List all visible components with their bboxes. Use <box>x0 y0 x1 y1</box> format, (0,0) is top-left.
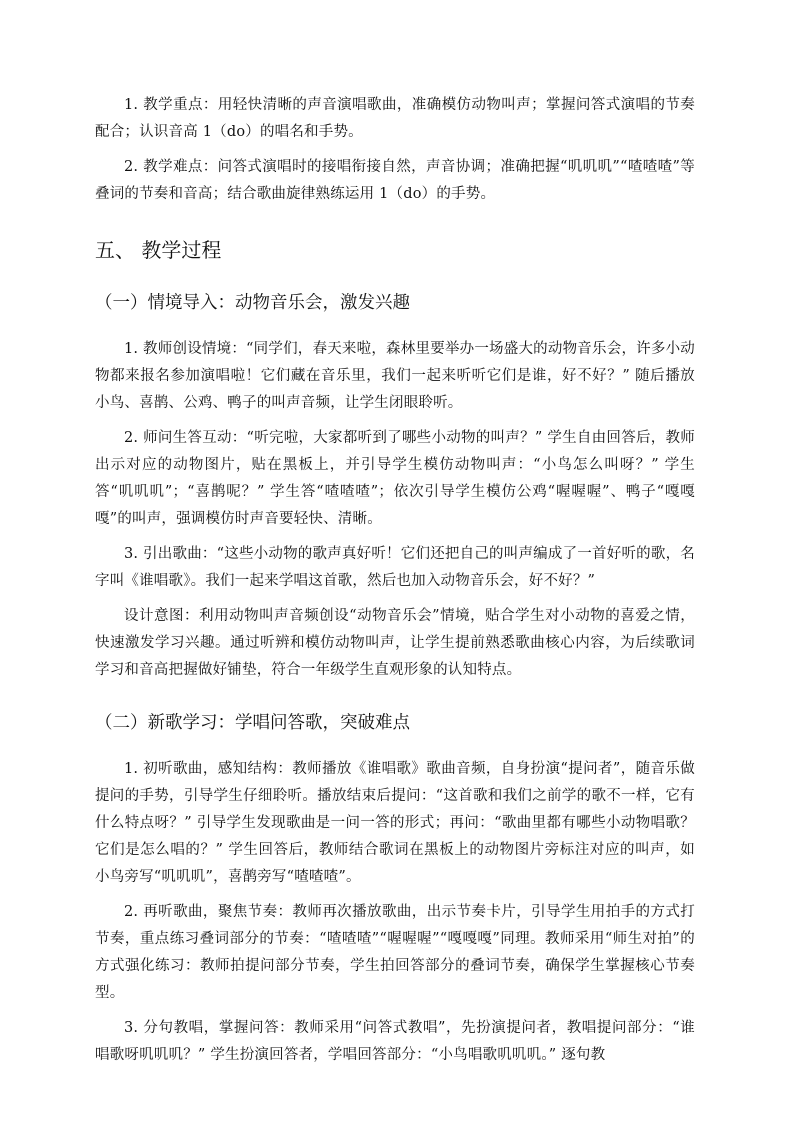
paragraph-new-song-1: 1. 初听歌曲，感知结构：教师播放《谁唱歌》歌曲音频，自身扮演“提问者”，随音乐做提问的手势，引导学生仔细聆听。播放结束后提问：“这首歌和我们之前学的歌不一样，它有什么特点呀？” 引导学生发现歌曲是一问一答的形式；再问：“歌曲里都有哪些小动物唱歌？它们是怎么唱的？” 学生回答后，教师结合歌词在黑板上的动物图片旁标注对应的叫声，如小鸟旁写“叽叽叽”，喜鹊旁写“喳喳喳”。 <box>95 761 695 885</box>
paragraph-intro-1: 1. 教师创设情境：“同学们，春天来啦，森林里要举办一场盛大的动物音乐会，许多小动物都来报名参加演唱啦！它们藏在音乐里，我们一起来听听它们是谁，好不好？” 随后播放小鸟、喜鹊、公鸡、鸭子的叫声音频，让学生闭眼聆听。 <box>95 341 695 411</box>
subheading-new-song-learning: （二）新歌学习：学唱问答歌，突破难点 <box>95 713 410 733</box>
paragraph-new-song-2: 2. 再听歌曲，聚焦节奏：教师再次播放歌曲，出示节奏卡片，引导学生用拍手的方式打节奏，重点练习叠词部分的节奏：“喳喳喳”“喔喔喔”“嘎嘎嘎”同理。教师采用“师生对拍”的方式强化练习：教师拍提问部分节奏，学生拍回答部分的叠词节奏，确保学生掌握核心节奏型。 <box>95 904 695 1001</box>
paragraph-teaching-focus: 1. 教学重点：用轻快清晰的声音演唱歌曲，准确模仿动物叫声；掌握问答式演唱的节奏配合；认识音高 1（do）的唱名和手势。 <box>95 97 695 140</box>
paragraph-intro-2: 2. 师问生答互动：“听完啦，大家都听到了哪些小动物的叫声？” 学生自由回答后，教师出示对应的动物图片，贴在黑板上，并引导学生模仿动物叫声：“小鸟怎么叫呀？” 学生答“叽叽叽”；“喜鹊呢？” 学生答“喳喳喳”；依次引导学生模仿公鸡“喔喔喔”、鸭子“嘎嘎嘎”的叫声，强调模仿时声音要轻快、清晰。 <box>95 430 695 527</box>
paragraph-intro-3: 3. 引出歌曲：“这些小动物的歌声真好听！它们还把自己的叫声编成了一首好听的歌，名字叫《谁唱歌》。我们一起来学唱这首歌，然后也加入动物音乐会，好不好？” <box>95 546 695 589</box>
paragraph-teaching-difficulty: 2. 教学难点：问答式演唱时的接唱衔接自然，声音协调；准确把握“叽叽叽”“喳喳喳”等叠词的节奏和音高；结合歌曲旋律熟练运用 1（do）的手势。 <box>95 159 695 202</box>
paragraph-design-intent: 设计意图：利用动物叫声音频创设“动物音乐会”情境，贴合学生对小动物的喜爱之情，快速激发学习兴趣。通过听辨和模仿动物叫声，让学生提前熟悉歌曲核心内容，为后续歌词学习和音高把握做好铺垫，符合一年级学生直观形象的认知特点。 <box>95 608 695 678</box>
document-content <box>95 92 695 1069</box>
section-heading-teaching-process: 五、 教学过程 <box>95 238 222 262</box>
paragraph-new-song-3: 3. 分句教唱，掌握问答：教师采用“问答式教唱”，先扮演提问者，教唱提问部分：“谁唱歌呀叽叽叽？” 学生扮演回答者，学唱回答部分：“小鸟唱歌叽叽叽。” 逐句教 <box>95 1020 695 1063</box>
subheading-situation-intro: （一）情境导入：动物音乐会，激发兴趣 <box>95 293 410 313</box>
